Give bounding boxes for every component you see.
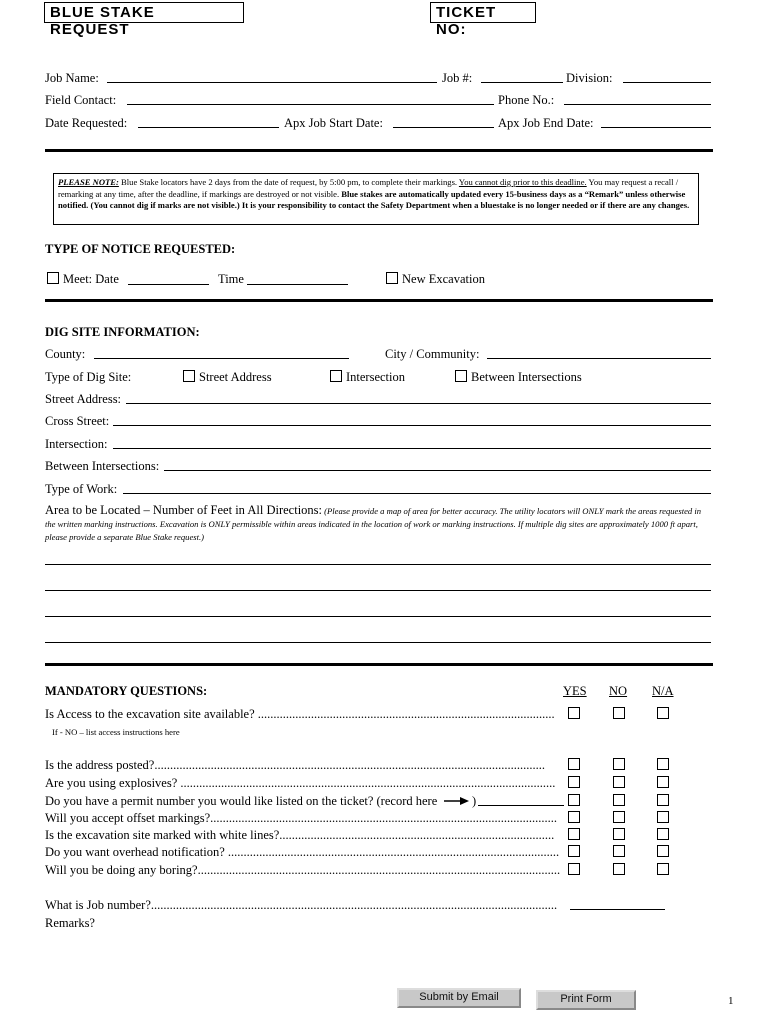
permit-no[interactable] <box>613 794 625 806</box>
boring-no[interactable] <box>613 863 625 875</box>
note-lead: PLEASE NOTE: <box>58 177 119 187</box>
question-access: Is Access to the excavation site available? ............................................................................................... <box>45 707 555 721</box>
type-of-work-field[interactable] <box>123 493 711 494</box>
section-divider <box>45 299 713 302</box>
form-title: BLUE STAKE REQUEST <box>44 2 244 23</box>
county-label: County: <box>45 347 86 361</box>
field-contact-label: Field Contact: <box>45 93 117 107</box>
na-header: N/A <box>652 684 674 698</box>
remarks-label: Remarks? <box>45 916 95 930</box>
question-address-posted: Is the address posted?............................................................................................................................. <box>45 758 545 772</box>
meet-checkbox[interactable] <box>47 272 59 284</box>
city-label: City / Community: <box>385 347 480 361</box>
job-number-label: Job #: <box>442 71 473 85</box>
yes-header: YES <box>563 684 587 698</box>
overhead-na[interactable] <box>657 845 669 857</box>
start-date-field[interactable] <box>393 127 494 128</box>
permit-yes[interactable] <box>568 794 580 806</box>
time-field[interactable] <box>247 284 348 285</box>
question-offset: Will you accept offset markings?............................................................................................................... <box>45 811 558 825</box>
page-number: 1 <box>728 995 734 1007</box>
start-date-label: Apx Job Start Date: <box>284 116 383 130</box>
dig-type-label: Type of Dig Site: <box>45 370 132 384</box>
time-label: Time <box>218 272 244 286</box>
access-yes-checkbox[interactable] <box>568 707 580 719</box>
question-job-number: What is Job number?.................................................................................................................................. <box>45 898 558 912</box>
meet-date-field[interactable] <box>128 284 209 285</box>
job-number-answer-field[interactable] <box>570 909 665 910</box>
new-excavation-checkbox[interactable] <box>386 272 398 284</box>
explosives-no[interactable] <box>613 776 625 788</box>
type-of-work-label: Type of Work: <box>45 482 118 496</box>
job-name-label: Job Name: <box>45 71 99 85</box>
arrow-right-icon <box>444 796 470 806</box>
mandatory-heading: MANDATORY QUESTIONS: <box>45 684 208 698</box>
section-divider <box>45 149 713 152</box>
question-explosives: Are you using explosives? ........................................................................................................................ <box>45 776 556 790</box>
phone-label: Phone No.: <box>498 93 555 107</box>
area-line-3[interactable] <box>45 616 711 617</box>
permit-number-field[interactable] <box>478 805 564 806</box>
intersection-label: Intersection: <box>45 437 108 451</box>
permit-paren: ) <box>472 794 477 808</box>
job-name-field[interactable] <box>107 82 437 83</box>
note-deadline: You cannot dig prior to this deadline. <box>458 177 587 187</box>
between-intersections-field[interactable] <box>164 470 711 471</box>
street-address-option: Street Address <box>199 370 272 384</box>
meet-date-label: Meet: Date <box>63 272 119 286</box>
note-bold: Blue stakes are automatically updated every 15-business days as a “Remark” unless otherwise notified. (You cannot dig if marks are not visible.) It is your responsibility to contact the Safety Department when a bluestake is no longer needed or if there are any changes. <box>58 188 690 210</box>
area-label: Area to be Located – Number of Feet in All Directions: <box>45 503 323 517</box>
intersection-option: Intersection <box>346 370 406 384</box>
access-no-checkbox[interactable] <box>613 707 625 719</box>
access-instructions-note: If - NO – list access instructions here <box>52 727 180 737</box>
print-form-button[interactable]: Print Form <box>536 990 636 1010</box>
notice-heading: TYPE OF NOTICE REQUESTED: <box>45 242 236 256</box>
job-number-field[interactable] <box>481 82 563 83</box>
cross-street-label: Cross Street: <box>45 414 110 428</box>
access-na-checkbox[interactable] <box>657 707 669 719</box>
phone-field[interactable] <box>564 104 711 105</box>
section-divider <box>45 663 713 666</box>
street-address-checkbox[interactable] <box>183 370 195 382</box>
intersection-checkbox[interactable] <box>330 370 342 382</box>
white-lines-na[interactable] <box>657 828 669 840</box>
new-excavation-label: New Excavation <box>402 272 485 286</box>
overhead-no[interactable] <box>613 845 625 857</box>
street-address-field[interactable] <box>126 403 711 404</box>
boring-na[interactable] <box>657 863 669 875</box>
boring-yes[interactable] <box>568 863 580 875</box>
question-white-lines: Is the excavation site marked with white lines?........................................................................................ <box>45 828 555 842</box>
offset-na[interactable] <box>657 811 669 823</box>
ticket-number-label: TICKET NO: <box>430 2 536 23</box>
question-boring: Will you be doing any boring?.................................................................................................................... <box>45 863 561 877</box>
date-requested-label: Date Requested: <box>45 116 128 130</box>
white-lines-yes[interactable] <box>568 828 580 840</box>
please-note-box <box>53 173 699 225</box>
explosives-na[interactable] <box>657 776 669 788</box>
intersection-field[interactable] <box>113 448 711 449</box>
white-lines-no[interactable] <box>613 828 625 840</box>
submit-by-email-button[interactable]: Submit by Email <box>397 988 521 1008</box>
dig-site-heading: DIG SITE INFORMATION: <box>45 325 200 339</box>
address-posted-yes[interactable] <box>568 758 580 770</box>
note-text-1: Blue Stake locators have 2 days from the date of request, by 5:00 pm, to complete their markings. <box>118 177 459 187</box>
division-field[interactable] <box>623 82 711 83</box>
address-posted-na[interactable] <box>657 758 669 770</box>
address-posted-no[interactable] <box>613 758 625 770</box>
division-label: Division: <box>566 71 613 85</box>
area-line-2[interactable] <box>45 590 711 591</box>
area-line-4[interactable] <box>45 642 711 643</box>
question-permit: Do you have a permit number you would like listed on the ticket? (record here <box>45 794 438 808</box>
area-description <box>45 504 713 543</box>
between-intersections-option: Between Intersections <box>471 370 582 384</box>
permit-na[interactable] <box>657 794 669 806</box>
cross-street-field[interactable] <box>113 425 711 426</box>
area-instructions: (Please provide a map of area for better accuracy. The utility locators will ONLY mark the areas requested in the written marking instructions. Excavation is ONLY permissible within areas indicated in the location of work or marking instructions. If multiple dig sites are approximately 1000 ft apart, please provide a separate Blue Stake request.) <box>45 506 702 542</box>
end-date-field[interactable] <box>601 127 711 128</box>
county-field[interactable] <box>94 358 349 359</box>
no-header: NO <box>609 684 628 698</box>
city-field[interactable] <box>487 358 711 359</box>
overhead-yes[interactable] <box>568 845 580 857</box>
explosives-yes[interactable] <box>568 776 580 788</box>
date-requested-field[interactable] <box>138 127 279 128</box>
offset-yes[interactable] <box>568 811 580 823</box>
offset-no[interactable] <box>613 811 625 823</box>
between-intersections-checkbox[interactable] <box>455 370 467 382</box>
between-intersections-label: Between Intersections: <box>45 459 160 473</box>
question-overhead: Do you want overhead notification? .......................................................................................................... <box>45 845 560 859</box>
street-address-label: Street Address: <box>45 392 122 406</box>
area-line-1[interactable] <box>45 564 711 565</box>
note-text-2: You may request a recall / remarking at any time, after the deadline, if markings are destroyed or not visible. <box>58 177 679 199</box>
end-date-label: Apx Job End Date: <box>498 116 594 130</box>
field-contact-field[interactable] <box>127 104 494 105</box>
